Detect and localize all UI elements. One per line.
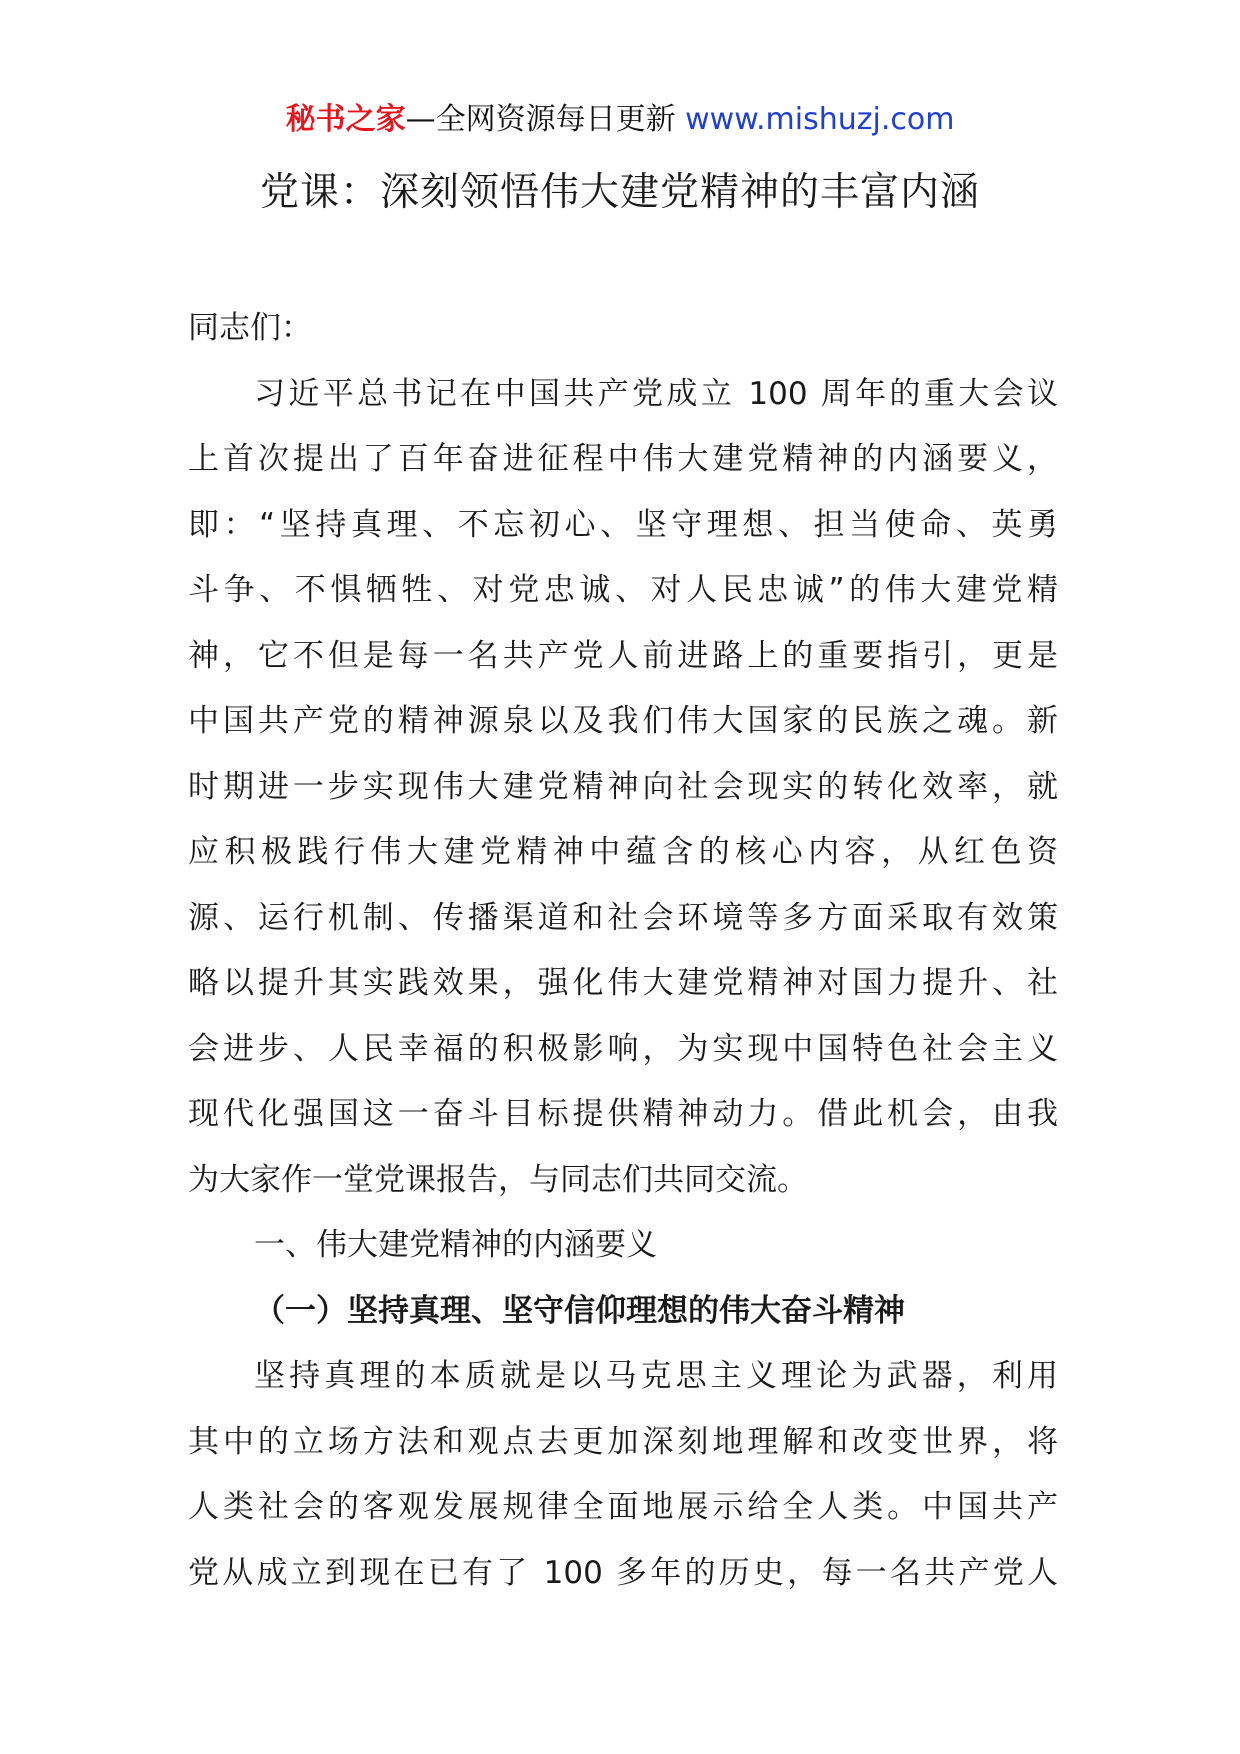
brand-name: 秘书之家 [285, 102, 406, 137]
paragraph-line: 神，它不但是每一名共产党人前进路上的重要指引，更是 [188, 637, 1058, 674]
subsection-heading: （一）坚持真理、坚守信仰理想的伟大奋斗精神 [254, 1292, 905, 1329]
paragraph-line: 党从成立到现在已有了 100 多年的历史，每一名共产党人 [188, 1554, 1058, 1591]
document-body [188, 296, 1058, 1606]
paragraph-line: 应积极践行伟大建党精神中蕴含的核心内容，从红色资 [188, 834, 1058, 870]
paragraph-line: 源、运行机制、传播渠道和社会环境等多方面采取有效策 [188, 899, 1058, 936]
document-title: 党课：深刻领悟伟大建党精神的丰富内涵 [259, 170, 980, 215]
paragraph-line: 习近平总书记在中国共产党成立 100 周年的重大会议 [254, 375, 1058, 412]
greeting: 同志们： [188, 310, 312, 346]
paragraph-line: 斗争、不惧牺牲、对党忠诚、对人民忠诚”的伟大建党精 [188, 572, 1058, 608]
paragraph-line: 人类社会的客观发展规律全面地展示给全人类。中国共产 [188, 1489, 1058, 1525]
header-banner [0, 100, 1240, 140]
paragraph-line: 略以提升其实践效果，强化伟大建党精神对国力提升、社 [188, 965, 1058, 1001]
paragraph-line: 上首次提出了百年奋进征程中伟大建党精神的内涵要义， [188, 441, 1058, 477]
banner-slogan: —全网资源每日更新 [405, 102, 676, 137]
paragraph-line: 会进步、人民幸福的积极影响，为实现中国特色社会主义 [188, 1030, 1058, 1067]
paragraph-line: 坚持真理的本质就是以马克思主义理论为武器，利用 [254, 1358, 1058, 1394]
paragraph-line: 时期进一步实现伟大建党精神向社会现实的转化效率，就 [188, 768, 1058, 805]
paragraph-line: 为大家作一堂党课报告，与同志们共同交流。 [188, 1161, 808, 1198]
paragraph-line: 现代化强国这一奋斗目标提供精神动力。借此机会，由我 [188, 1096, 1058, 1132]
paragraph-line: 其中的立场方法和观点去更加深刻地理解和改变世界，将 [188, 1423, 1058, 1460]
section-heading: 一、伟大建党精神的内涵要义 [254, 1227, 657, 1263]
paragraph-line: 中国共产党的精神源泉以及我们伟大国家的民族之魂。新 [188, 703, 1058, 739]
paragraph-line: 即：“坚持真理、不忘初心、坚守理想、担当使命、英勇 [188, 506, 1058, 543]
website-link[interactable]: www.mishuzj.com [685, 102, 955, 137]
